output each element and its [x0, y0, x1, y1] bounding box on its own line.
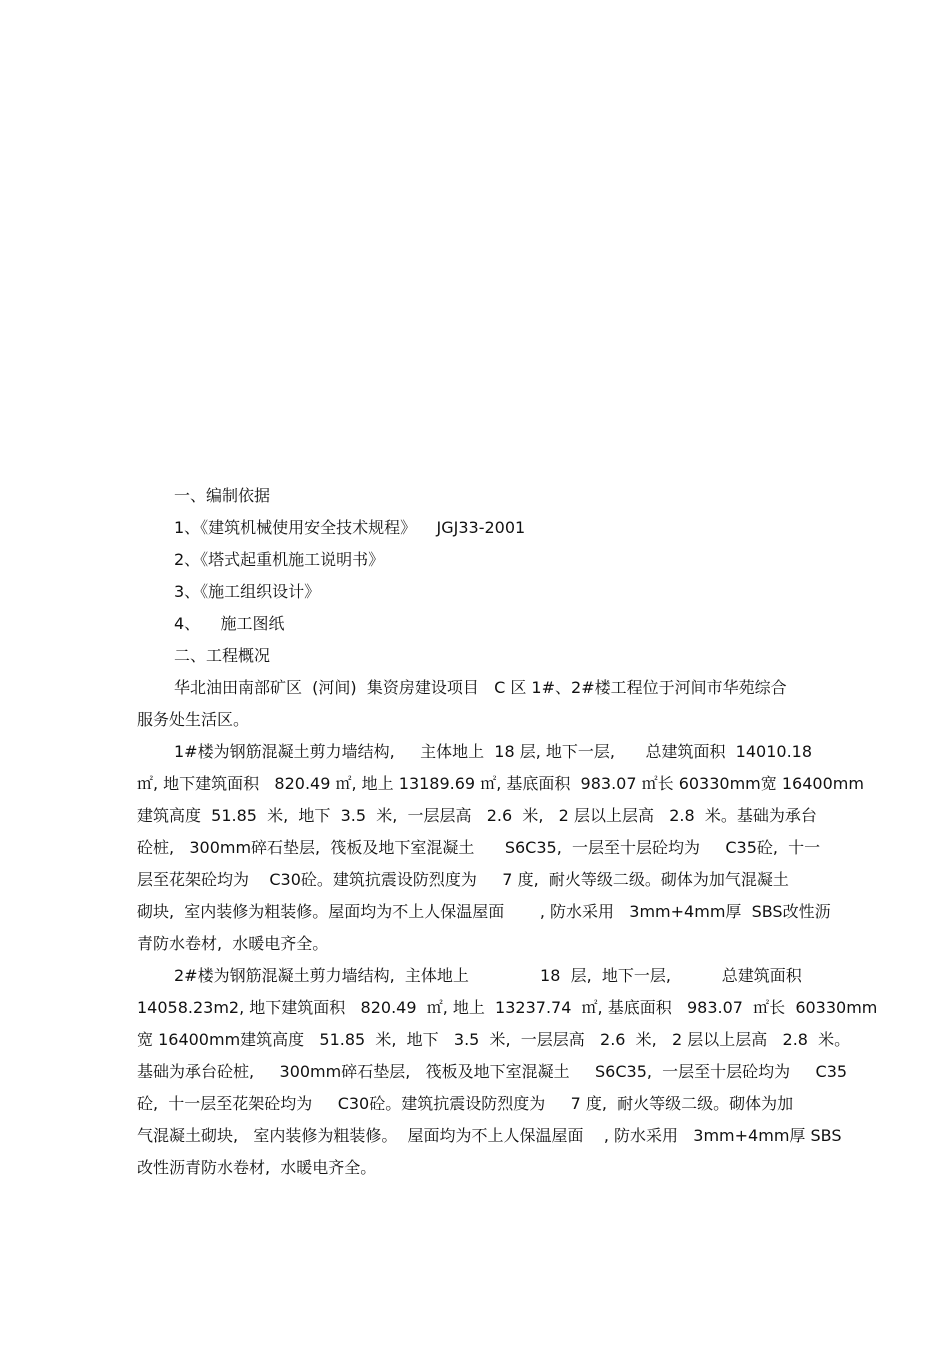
basis-item-4: 4、 施工图纸	[174, 614, 285, 633]
paragraph-building1-line-6: 砌块, 室内装修为粗装修。屋面均为不上人保温屋面 , 防水采用 3mm+4mm厚 SBS改性沥	[137, 902, 831, 921]
paragraph-building2-line-1: 2#楼为钢筋混凝土剪力墙结构, 主体地上 18 层, 地下一层, 总建筑面积	[174, 966, 802, 985]
paragraph-building2-line-3: 宽 16400mm建筑高度 51.85 米, 地下 3.5 米, 一层层高 2.6 米, 2 层以上层高 2.8 米。	[137, 1030, 851, 1049]
section-heading-overview: 二、工程概况	[174, 646, 271, 665]
paragraph-building2-line-6: 气混凝土砌块, 室内装修为粗装修。 屋面均为不上人保温屋面 , 防水采用 3mm+4mm厚 SBS	[137, 1126, 842, 1145]
basis-item-1: 1、《建筑机械使用安全技术规程》 JGJ33-2001	[174, 518, 526, 537]
paragraph-building1-line-7: 青防水卷材, 水暖电齐全。	[137, 934, 329, 953]
paragraph-building2-line-7: 改性沥青防水卷材, 水暖电齐全。	[137, 1158, 377, 1177]
section-heading-basis: 一、编制依据	[174, 486, 271, 505]
basis-item-3: 3、《施工组织设计》	[174, 582, 321, 601]
paragraph-building2-line-4: 基础为承台砼桩, 300mm碎石垫层, 筏板及地下室混凝土 S6C35, 一层至十层砼均为 C35	[137, 1062, 848, 1081]
paragraph-building2-line-2: 14058.23m2, 地下建筑面积 820.49 ㎡, 地上 13237.74 ㎡, 基底面积 983.07 ㎡长 60330mm	[137, 998, 878, 1017]
paragraph-location-line-1: 华北油田南部矿区 (河间) 集资房建设项目 C 区 1#、2#楼工程位于河间市华苑综合	[174, 678, 787, 697]
paragraph-building2-line-5: 砼, 十一层至花架砼均为 C30砼。建筑抗震设防烈度为 7 度, 耐火等级二级。砌体为加	[137, 1094, 794, 1113]
paragraph-building1-line-4: 砼桩, 300mm碎石垫层, 筏板及地下室混凝土 S6C35, 一层至十层砼均为 C35砼, 十一	[137, 838, 821, 857]
paragraph-building1-line-5: 层至花架砼均为 C30砼。建筑抗震设防烈度为 7 度, 耐火等级二级。砌体为加气混凝土	[137, 870, 789, 889]
basis-item-2: 2、《塔式起重机施工说明书》	[174, 550, 385, 569]
paragraph-building1-line-1: 1#楼为钢筋混凝土剪力墙结构, 主体地上 18 层, 地下一层, 总建筑面积 14010.18	[174, 742, 813, 761]
paragraph-location-line-2: 服务处生活区。	[137, 710, 250, 729]
paragraph-building1-line-2: ㎡, 地下建筑面积 820.49 ㎡, 地上 13189.69 ㎡, 基底面积 983.07 ㎡长 60330mm宽 16400mm	[137, 774, 864, 793]
paragraph-building1-line-3: 建筑高度 51.85 米, 地下 3.5 米, 一层层高 2.6 米, 2 层以上层高 2.8 米。基础为承台	[137, 806, 817, 825]
